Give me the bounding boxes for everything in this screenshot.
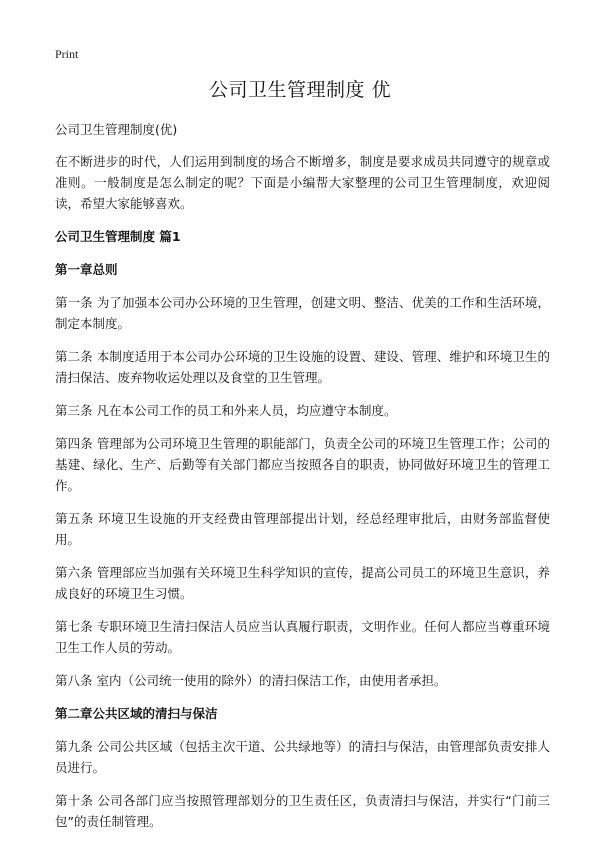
print-link[interactable]: Print: [55, 47, 79, 61]
chapter-1-heading: 第一章总则: [55, 262, 118, 277]
article-9: 第九条 公司公共区域（包括主次干道、公共绿地等）的清扫与保洁，由管理部负责安排人员进行。: [55, 739, 550, 775]
page-title: 公司卫生管理制度 优: [208, 79, 392, 101]
article-6: 第六条 管理部应当加强有关环境卫生科学知识的宣传，提高公司员工的环境卫生意识，养成良好的环境卫生习惯。: [55, 565, 550, 601]
document-subtitle: 公司卫生管理制度(优): [55, 122, 178, 137]
section-heading: 公司卫生管理制度 篇1: [55, 229, 181, 244]
article-4: 第四条 管理部为公司环境卫生管理的职能部门，负责全公司的环境卫生管理工作；公司的基建、绿化、生产、后勤等有关部门都应当按照各自的职责，协同做好环境卫生的管理工作。: [55, 436, 550, 493]
document-body: [55, 120, 550, 844]
article-2: 第二条 本制度适用于本公司办公环境的卫生设施的设置、建设、管理、维护和环境卫生的清扫保洁、废弃物收运处理以及食堂的卫生管理。: [55, 349, 550, 385]
article-5: 第五条 环境卫生设施的开支经费由管理部提出计划，经总经理审批后，由财务部监督使用。: [55, 511, 550, 547]
article-8: 第八条 室内（公司统一使用的除外）的清扫保洁工作，由使用者承担。: [55, 673, 447, 688]
article-7: 第七条 专职环境卫生清扫保洁人员应当认真履行职责，文明作业。任何人都应当尊重环境卫生工作人员的劳动。: [55, 619, 550, 655]
chapter-2-heading: 第二章公共区域的清扫与保洁: [55, 706, 218, 721]
article-3: 第三条 凡在本公司工作的员工和外来人员，均应遵守本制度。: [55, 403, 397, 418]
intro-paragraph: 在不断进步的时代，人们运用到制度的场合不断增多，制度是要求成员共同遵守的规章或准则。一般制度是怎么制定的呢？下面是小编帮大家整理的公司卫生管理制度，欢迎阅读，希望大家能够喜欢。: [55, 154, 550, 211]
article-10: 第十条 公司各部门应当按照管理部划分的卫生责任区，负责清扫与保洁，并实行“门前三包”的责任制管理。: [55, 793, 550, 829]
article-1: 第一条 为了加强本公司办公环境的卫生管理，创建文明、整洁、优美的工作和生活环境，制定本制度。: [55, 295, 550, 331]
